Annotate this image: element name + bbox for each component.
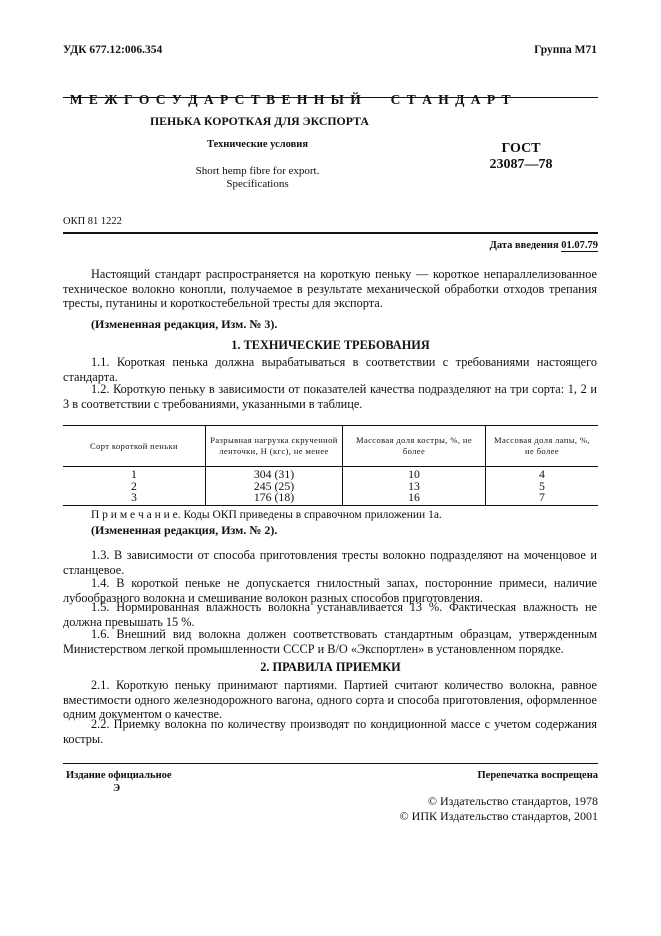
table-header-paw: Массовая доля лапы, %, не более bbox=[486, 426, 599, 467]
group-code: Группа М71 bbox=[534, 44, 597, 56]
table-cell: 5 bbox=[486, 481, 599, 493]
english-title bbox=[150, 165, 365, 191]
section2-heading: 2. ПРАВИЛА ПРИЕМКИ bbox=[260, 660, 401, 674]
copyright-block bbox=[400, 794, 598, 823]
table-row bbox=[63, 467, 598, 481]
table-cell: 245 (25) bbox=[206, 481, 343, 493]
edition-mark: Э bbox=[113, 783, 121, 794]
footer-rule bbox=[63, 763, 598, 764]
intro-date bbox=[490, 240, 598, 251]
para-1-4: 1.4. В короткой пеньке не допускается гнилостный запах, посторонние примеси, наличие лубообразного волокна и смешивание волокон разных способов приготовления. bbox=[63, 576, 597, 605]
banner-rule bbox=[63, 97, 598, 98]
intro-paragraph: Настоящий стандарт распространяется на короткую пеньку — короткое непараллелизованное техническое волокно конопли, получаемое в результате механической обработки отходов трепания тресты, путанины и короткостебельной тресты для экспорта. bbox=[63, 267, 597, 310]
note-text: Коды ОКП приведены в справочном приложении 1а. bbox=[183, 509, 442, 521]
banner-text: М Е Ж Г О С У Д А Р С Т В Е Н Н Ы Й С Т А Н Д А Р Т bbox=[69, 92, 512, 107]
official-edition: Издание официальное bbox=[66, 770, 172, 781]
para-1-1: 1.1. Короткая пенька должна вырабатываться в соответствии с требованиями настоящего стандарта. bbox=[63, 355, 597, 384]
table-cell: 2 bbox=[131, 478, 137, 493]
table-header-shive: Массовая доля костры, %, не более bbox=[343, 426, 486, 467]
english-title-line2: Specifications bbox=[226, 178, 289, 190]
intro-date-label: Дата введения bbox=[489, 240, 559, 251]
reprint-notice: Перепечатка воспрещена bbox=[477, 770, 598, 781]
gost-number: 23087—78 bbox=[489, 157, 553, 172]
para-1-3: 1.3. В зависимости от способа приготовления тресты волокно подразделяют на моченцовое и стланцевое. bbox=[63, 548, 597, 577]
table-cell: 4 bbox=[486, 467, 599, 481]
para-1-2: 1.2. Короткую пеньку в зависимости от показателей качества подразделяют на три сорта: 1, 2 и 3 в соответствии с требованиями, указанными в таблице. bbox=[63, 382, 597, 411]
gost-id bbox=[476, 141, 566, 173]
section1-heading: 1. ТЕХНИЧЕСКИЕ ТРЕБОВАНИЯ bbox=[231, 338, 430, 352]
table-row bbox=[63, 492, 598, 505]
section1-amendment: (Измененная редакция, Изм. № 2). bbox=[91, 523, 278, 537]
table-header-row bbox=[63, 426, 598, 467]
document-subtitle: Технические условия bbox=[206, 139, 309, 150]
table-note bbox=[63, 508, 597, 523]
table-header-grade: Сорт короткой пеньки bbox=[90, 440, 178, 451]
para-1-5: 1.5. Нормированная влажность волокна устанавливается 13 %. Фактическая влажность не должна превышать 15 %. bbox=[63, 600, 597, 629]
quality-table bbox=[63, 425, 598, 506]
table-row bbox=[63, 481, 598, 493]
copyright-2001: © ИПК Издательство стандартов, 2001 bbox=[399, 808, 598, 823]
okp-code: ОКП 81 1222 bbox=[63, 216, 122, 227]
udk-code: УДК 677.12:006.354 bbox=[63, 44, 163, 56]
document-title: ПЕНЬКА КОРОТКАЯ ДЛЯ ЭКСПОРТА bbox=[150, 114, 369, 128]
intro-date-value: 01.07.79 bbox=[561, 240, 598, 251]
table-cell: 1 bbox=[131, 467, 137, 481]
title-rule bbox=[63, 232, 598, 234]
intro-amendment: (Измененная редакция, Изм. № 3). bbox=[91, 317, 278, 331]
copyright-1978: © Издательство стандартов, 1978 bbox=[427, 794, 598, 808]
table-cell: 176 (18) bbox=[206, 492, 343, 505]
standard-banner bbox=[63, 76, 598, 108]
para-2-1: 2.1. Короткую пеньку принимают партиями. Партией считают количество волокна, равное вместимости одного железнодорожного вагона, одного сорта и способа приготовления, оформленное одним документом о качестве. bbox=[63, 678, 597, 721]
note-label: П р и м е ч а н и е. bbox=[91, 509, 181, 521]
table-cell: 3 bbox=[63, 492, 206, 505]
table-cell: 16 bbox=[343, 492, 486, 505]
gost-label: ГОСТ bbox=[501, 141, 541, 156]
table-cell: 13 bbox=[343, 481, 486, 493]
para-2-2: 2.2. Приемку волокна по количеству производят по кондиционной массе с учетом содержания костры. bbox=[63, 717, 597, 746]
table-cell: 7 bbox=[486, 492, 599, 505]
table-cell: 304 (31) bbox=[206, 467, 343, 481]
table-header-load: Разрывная нагрузка скрученной ленточки, Н (кгс), не менее bbox=[206, 426, 343, 467]
english-title-line1: Short hemp fibre for export. bbox=[195, 165, 320, 177]
para-1-6: 1.6. Внешний вид волокна должен соответствовать стандартным образцам, утвержденным Министерством легкой промышленности СССР и В/О «Экспортлен» в установленном порядке. bbox=[63, 627, 597, 656]
table-cell: 10 bbox=[343, 467, 486, 481]
